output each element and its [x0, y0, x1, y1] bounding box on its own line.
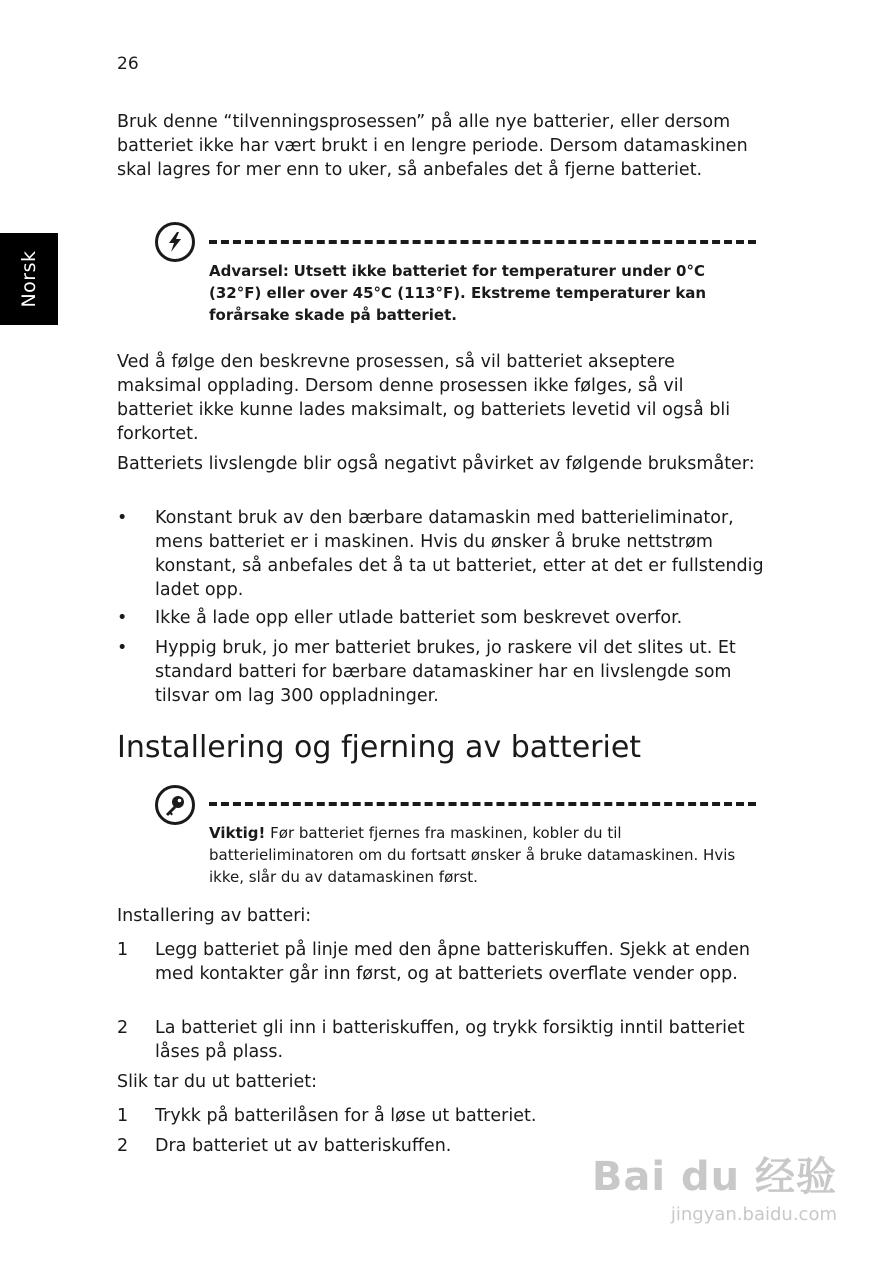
bullet-marker: •	[117, 608, 128, 628]
page-number: 26	[117, 54, 139, 74]
step-text: Dra batteriet ut av batteriskuffen.	[155, 1136, 452, 1156]
step-text: Trykk på batterilåsen for å løse ut batteriet.	[155, 1106, 537, 1126]
important-label: Viktig!	[209, 824, 266, 842]
watermark-logo: Bai du 经验	[591, 1154, 837, 1200]
warning-text: Utsett ikke batteriet for temperaturer under 0°C (32°F) eller over 45°C (113°F). Ekstreme temperaturer kan forårsake skade på batteriet.	[209, 262, 707, 324]
remove-intro: Slik tar du ut batteriet:	[117, 1072, 318, 1092]
side-tab-label: Norsk	[18, 250, 40, 308]
step-number: 2	[117, 1136, 129, 1156]
bullet-marker: •	[117, 638, 128, 658]
step-number: 1	[117, 1106, 129, 1126]
important-note	[209, 822, 749, 888]
lightning-icon	[155, 222, 195, 262]
watermark	[592, 1145, 837, 1225]
warning-divider	[209, 240, 756, 244]
lifetime-paragraph: Batteriets livslengde blir også negativt påvirket av følgende bruksmåter:	[117, 454, 755, 474]
important-divider	[209, 802, 756, 806]
process-paragraph: Ved å følge den beskrevne prosessen, så vil batteriet akseptere maksimal opplading. Dersom denne prosessen ikke følges, så vil batteriet ikke kunne lades maksimalt, og batteriets levetid vil også bli forkortet.	[117, 352, 731, 444]
watermark-url: jingyan.baidu.com	[670, 1204, 837, 1225]
step-text: La batteriet gli inn i batteriskuffen, og trykk forsiktig inntil batteriet låses på plass.	[155, 1018, 745, 1062]
intro-paragraph: Bruk denne “tilvenningsprosessen” på alle nye batterier, eller dersom batteriet ikke har vært brukt i en lengre periode. Dersom datamaskinen skal lagres for mer enn to uker, så anbefales det å fjerne batteriet.	[117, 112, 748, 180]
section-heading: Installering og fjerning av batteriet	[117, 730, 642, 765]
warning-note	[209, 260, 749, 326]
key-icon	[155, 785, 195, 825]
bullet-text: Konstant bruk av den bærbare datamaskin med batterieliminator, mens batteriet er i maskinen. Hvis du ønsker å bruke nettstrøm konstant, så anbefales det å ta ut batteriet, etter at det er fullstendig ladet opp.	[155, 508, 764, 600]
step-number: 2	[117, 1018, 129, 1038]
warning-label: Advarsel:	[209, 262, 289, 280]
install-intro: Installering av batteri:	[117, 906, 312, 926]
step-text: Legg batteriet på linje med den åpne batteriskuffen. Sjekk at enden med kontakter går inn først, og at batteriets overflate vender opp.	[155, 940, 750, 984]
bullet-marker: •	[117, 508, 128, 528]
language-side-tab	[0, 233, 58, 325]
bullet-text: Ikke å lade opp eller utlade batteriet som beskrevet overfor.	[155, 608, 683, 628]
bullet-text: Hyppig bruk, jo mer batteriet brukes, jo raskere vil det slites ut. Et standard batteri for bærbare datamaskiner har en livslengde som tilsvar om lag 300 oppladninger.	[155, 638, 736, 706]
important-text: Før batteriet fjernes fra maskinen, kobler du til batterieliminatoren om du fortsatt ønsker å bruke datamaskinen. Hvis ikke, slår du av datamaskinen først.	[209, 824, 736, 886]
step-number: 1	[117, 940, 129, 960]
